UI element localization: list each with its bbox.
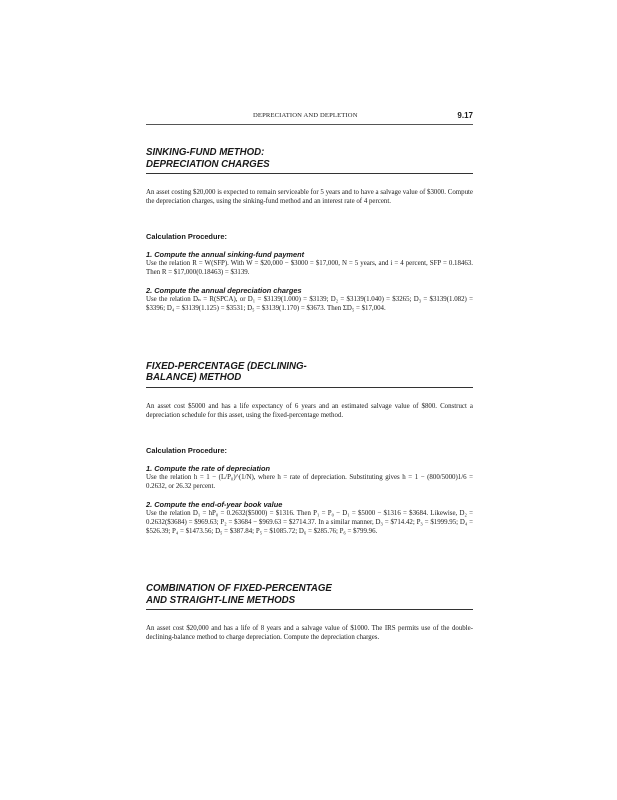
section-spacer [146,545,473,583]
procedure-step [146,250,473,277]
step-text: Use the relation Dₙ = R(SPCA), or D₁ = $3139(1.000) = $3139; D₂ = $3139(1.040) = $3265; D₃ = $3139(1.082) = $3396; D₄ = $3139(1.125) = $3531; D₅ = $3139(1.170) = $3673. Then ΣD₅ = $17,004. [146,296,473,313]
section-title [146,583,473,610]
step-title: 1. Compute the annual sinking-fund payment [146,250,305,260]
section-title [146,147,473,174]
problem-statement: An asset costing $20,000 is expected to remain serviceable for 5 years and to have a salvage value of $3000. Compute the depreciation charges, using the sinking-fund method and an interest rate of 4 percent. [146,189,473,206]
section-title-line-1: COMBINATION OF FIXED-PERCENTAGE [146,583,332,595]
section-fixed-percentage [146,361,473,537]
procedure-step [146,464,473,491]
running-header [146,112,473,125]
step-text: Use the relation R = W(SFP). With W = $20,000 − $3000 = $17,000, N = 5 years, and i = 4 percent, SFP = 0.18463. Then R = $17,000(0.18463) = $3139. [146,260,473,277]
section-title [146,361,473,388]
step-text: Use the relation D₁ = hP₀ = 0.2632($5000) = $1316. Then P₁ = P₀ − D₁ = $5000 − $1316 = $3684. Likewise, D₂ = 0.2632($3684) = $969.63; P₂ = $3684 − $969.63 = $2714.37. In a similar manner, D₃ = $714.42; P₃ = $1999.95; D₄ = $526.39; P₄ = $1473.56; D₅ = $387.84; P₅ = $1085.72; D₆ = $285.76; P₆ = $799.96. [146,509,473,536]
section-title-line-1: FIXED-PERCENTAGE (DECLINING- [146,360,307,372]
procedure-heading: Calculation Procedure: [146,232,227,242]
section-title-line-2: AND STRAIGHT-LINE METHODS [146,594,296,606]
procedure-step [146,500,473,536]
step-title: 1. Compute the rate of depreciation [146,463,271,473]
step-title: 2. Compute the annual depreciation charges [146,286,302,296]
step-title: 2. Compute the end-of-year book value [146,499,283,509]
procedure-heading: Calculation Procedure: [146,445,227,455]
section-sinking-fund [146,147,473,314]
problem-statement: An asset cost $5000 and has a life expectancy of 6 years and an estimated salvage value of $800. Construct a depreciation schedule for this asset, using the fixed-percentage method. [146,402,473,419]
section-combination [146,583,473,642]
section-title-line-2: BALANCE) METHOD [146,372,242,384]
section-spacer [146,323,473,361]
section-title-line-1: SINKING-FUND METHOD: [146,147,265,158]
section-title-line-2: DEPRECIATION CHARGES [146,158,270,170]
page-number: 9.17 [457,111,473,120]
problem-statement: An asset cost $20,000 and has a life of 8 years and a salvage value of $1000. The IRS permits use of the double-declining-balance method to charge depreciation. Compute the depreciation charges. [146,625,473,642]
procedure-step [146,286,473,313]
running-title: DEPRECIATION AND DEPLETION [253,112,358,119]
book-page [146,112,473,642]
step-text: Use the relation h = 1 − (L/P₀)^(1/N), where h = rate of depreciation. Substituting gives h = 1 − (800/5000)1/6 = 0.2632, or 26.32 percent. [146,473,473,490]
